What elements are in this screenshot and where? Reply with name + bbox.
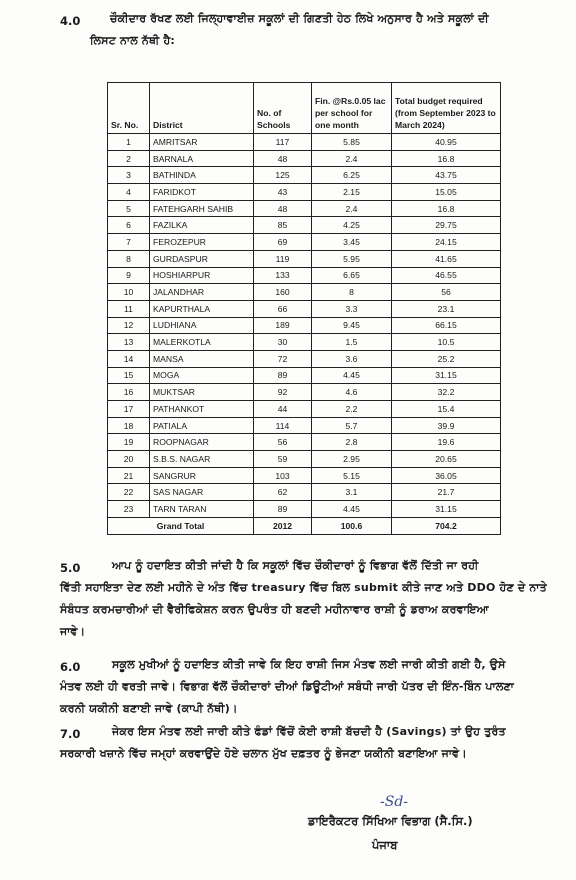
table-row [108,284,501,301]
table-row [108,501,501,518]
cell-fin: 6.65 [312,267,392,284]
cell-total-budget: 40.95 [392,134,501,151]
cell-fin: 4.6 [312,384,392,401]
cell-district: FEROZEPUR [150,234,254,251]
cell-district: KAPURTHALA [150,300,254,317]
cell-fin: 5.95 [312,250,392,267]
cell-total-budget: 41.65 [392,250,501,267]
cell-no-of-schools: 48 [254,200,312,217]
header-district: District [150,83,254,134]
cell-district: PATHANKOT [150,401,254,418]
cell-no-of-schools: 44 [254,401,312,418]
signature-title: ਡਾਇਰੈਕਟਰ ਸਿੱਖਿਆ ਵਿਭਾਗ (ਸੈ.ਸਿ.) [308,814,473,828]
cell-total-budget: 16.8 [392,150,501,167]
cell-no-of-schools: 89 [254,501,312,518]
cell-sr-no: 17 [108,401,150,418]
cell-no-of-schools: 189 [254,317,312,334]
cell-no-of-schools: 103 [254,467,312,484]
cell-district: LUDHIANA [150,317,254,334]
table-row [108,300,501,317]
section-7-text [60,721,550,765]
cell-fin: 2.8 [312,434,392,451]
cell-sr-no: 4 [108,184,150,201]
cell-total-budget: 46.55 [392,267,501,284]
cell-total-budget: 43.75 [392,167,501,184]
section-5-text [60,555,550,643]
section-6-line-1: ਸਕੂਲ ਮੁਖੀਆਂ ਨੂੰ ਹਦਾਇਤ ਕੀਤੀ ਜਾਵੇ ਕਿ ਇਹ ਰਾਸ਼ੀ ਜਿਸ ਮੰਤਵ ਲਈ ਜਾਰੀ ਕੀਤੀ ਗਈ ਹੈ, ਉਸੇ [112,658,506,671]
table-header-row [108,83,501,134]
section-5-line-3: ਸੰਬੰਧਤ ਕਰਮਚਾਰੀਆਂ ਦੀ ਵੈਰੀਫਿਕੇਸ਼ਨ ਕਰਨ ਉਪਰੰਤ ਹੀ ਬਣਦੀ ਮਹੀਨਾਵਾਰ ਰਾਸ਼ੀ ਨੂੰ ਡਰਾਅ ਕਰਵਾਇਆ [60,603,489,616]
cell-sr-no: 21 [108,467,150,484]
cell-total-budget: 36.05 [392,467,501,484]
cell-district: MALERKOTLA [150,334,254,351]
cell-no-of-schools: 89 [254,367,312,384]
section-4-text [90,8,550,52]
table-row [108,467,501,484]
cell-fin: 9.45 [312,317,392,334]
cell-sr-no: 15 [108,367,150,384]
table-row [108,317,501,334]
cell-district: FATEHGARH SAHIB [150,200,254,217]
cell-no-of-schools: 72 [254,350,312,367]
table-row [108,134,501,151]
section-7-number: 7.0 [60,727,81,741]
cell-sr-no: 2 [108,150,150,167]
cell-no-of-schools: 30 [254,334,312,351]
cell-fin: 4.45 [312,501,392,518]
table-body [108,134,501,518]
grand-total-budget: 704.2 [392,517,501,534]
cell-sr-no: 10 [108,284,150,301]
cell-no-of-schools: 85 [254,217,312,234]
cell-fin: 1.5 [312,334,392,351]
cell-sr-no: 12 [108,317,150,334]
signature-mark: -Sd- [380,794,409,810]
cell-fin: 3.3 [312,300,392,317]
cell-total-budget: 16.8 [392,200,501,217]
cell-fin: 2.2 [312,401,392,418]
cell-fin: 6.25 [312,167,392,184]
cell-sr-no: 6 [108,217,150,234]
header-fin-per-month: Fin. @Rs.0.05 lac per school for one month [312,83,392,134]
cell-no-of-schools: 56 [254,434,312,451]
cell-district: SANGRUR [150,467,254,484]
cell-fin: 3.1 [312,484,392,501]
table-row [108,384,501,401]
section-4-line-2: ਲਿਸਟ ਨਾਲ ਨੱਥੀ ਹੈ: [90,34,176,47]
cell-sr-no: 23 [108,501,150,518]
cell-sr-no: 13 [108,334,150,351]
table-row [108,334,501,351]
cell-no-of-schools: 133 [254,267,312,284]
cell-district: PATIALA [150,417,254,434]
header-no-of-schools: No. of Schools [254,83,312,134]
cell-total-budget: 15.4 [392,401,501,418]
cell-sr-no: 8 [108,250,150,267]
cell-no-of-schools: 92 [254,384,312,401]
cell-total-budget: 21.7 [392,484,501,501]
table-row [108,234,501,251]
cell-total-budget: 15.05 [392,184,501,201]
cell-sr-no: 14 [108,350,150,367]
cell-no-of-schools: 125 [254,167,312,184]
cell-no-of-schools: 117 [254,134,312,151]
cell-sr-no: 22 [108,484,150,501]
cell-fin: 4.45 [312,367,392,384]
school-budget-table [107,82,501,535]
cell-no-of-schools: 48 [254,150,312,167]
cell-district: AMRITSAR [150,134,254,151]
table-row [108,150,501,167]
cell-district: MOGA [150,367,254,384]
cell-sr-no: 1 [108,134,150,151]
cell-district: FARIDKOT [150,184,254,201]
cell-fin: 8 [312,284,392,301]
cell-fin: 3.6 [312,350,392,367]
cell-fin: 2.4 [312,200,392,217]
cell-total-budget: 39.9 [392,417,501,434]
cell-sr-no: 7 [108,234,150,251]
cell-district: BARNALA [150,150,254,167]
table-row [108,434,501,451]
cell-sr-no: 20 [108,451,150,468]
table-row [108,217,501,234]
table-row [108,350,501,367]
cell-sr-no: 16 [108,384,150,401]
table-row [108,417,501,434]
cell-fin: 5.7 [312,417,392,434]
cell-no-of-schools: 66 [254,300,312,317]
cell-total-budget: 19.6 [392,434,501,451]
cell-district: JALANDHAR [150,284,254,301]
cell-total-budget: 10.5 [392,334,501,351]
table-row [108,184,501,201]
section-6-number: 6.0 [60,660,81,674]
table-row [108,484,501,501]
cell-district: HOSHIARPUR [150,267,254,284]
cell-no-of-schools: 59 [254,451,312,468]
cell-no-of-schools: 160 [254,284,312,301]
cell-total-budget: 20.65 [392,451,501,468]
cell-fin: 3.45 [312,234,392,251]
cell-district: ROOPNAGAR [150,434,254,451]
grand-total-schools: 2012 [254,517,312,534]
grand-total-fin: 100.6 [312,517,392,534]
header-total-budget: Total budget required (from September 2023 to March 2024) [392,83,501,134]
cell-sr-no: 3 [108,167,150,184]
table-row [108,267,501,284]
signature-place: ਪੰਜਾਬ [372,838,398,852]
table-row [108,367,501,384]
section-7-line-1: ਜੇਕਰ ਇਸ ਮੰਤਵ ਲਈ ਜਾਰੀ ਕੀਤੇ ਫੰਡਾਂ ਵਿੱਚੋਂ ਕੋਈ ਰਾਸ਼ੀ ਬੱਚਦੀ ਹੈ (Savings) ਤਾਂ ਉਹ ਤੁਰੰਤ [112,725,506,738]
cell-total-budget: 31.15 [392,367,501,384]
cell-fin: 5.15 [312,467,392,484]
cell-fin: 5.85 [312,134,392,151]
grand-total-label: Grand Total [108,517,254,534]
cell-total-budget: 66.15 [392,317,501,334]
section-7-line-2: ਸਰਕਾਰੀ ਖਜ਼ਾਨੇ ਵਿੱਚ ਜਮ੍ਹਾਂ ਕਰਵਾਉਂਦੇ ਹੋਏ ਚਲਾਨ ਮੁੱਖ ਦਫ਼ਤਰ ਨੂੰ ਭੇਜਣਾ ਯਕੀਨੀ ਬਣਾਇਆ ਜਾਵੇ। [60,747,467,760]
section-6-text [60,654,550,720]
cell-total-budget: 25.2 [392,350,501,367]
header-sr-no: Sr. No. [108,83,150,134]
cell-total-budget: 56 [392,284,501,301]
section-5-line-2: ਵਿੱਤੀ ਸਹਾਇਤਾ ਦੇਣ ਲਈ ਮਹੀਨੇ ਦੇ ਅੰਤ ਵਿੱਚ treasury ਵਿੱਚ ਬਿਲ submit ਕੀਤੇ ਜਾਣ ਅਤੇ DDO ਹੋਣ ਦੇ ਨਾਤੇ [60,581,547,594]
cell-district: TARN TARAN [150,501,254,518]
cell-district: SAS NAGAR [150,484,254,501]
cell-district: MUKTSAR [150,384,254,401]
cell-total-budget: 29.75 [392,217,501,234]
cell-no-of-schools: 69 [254,234,312,251]
section-5-line-4: ਜਾਵੇ। [60,625,86,638]
cell-district: GURDASPUR [150,250,254,267]
section-6-line-2: ਮੰਤਵ ਲਈ ਹੀ ਵਰਤੀ ਜਾਵੇ। ਵਿਭਾਗ ਵੱਲੋਂ ਚੌਕੀਦਾਰਾਂ ਦੀਆਂ ਡਿਊਟੀਆਂ ਸਬੰਧੀ ਜਾਰੀ ਪੱਤਰ ਦੀ ਇੰਨ-ਬਿੰਨ ਪਾਲਣਾ [60,680,514,693]
cell-sr-no: 11 [108,300,150,317]
cell-sr-no: 9 [108,267,150,284]
cell-total-budget: 23.1 [392,300,501,317]
cell-district: FAZILKA [150,217,254,234]
cell-sr-no: 18 [108,417,150,434]
section-5-line-1: ਆਪ ਨੂੰ ਹਦਾਇਤ ਕੀਤੀ ਜਾਂਦੀ ਹੈ ਕਿ ਸਕੂਲਾਂ ਵਿੱਚ ਚੌਕੀਦਾਰਾਂ ਨੂੰ ਵਿਭਾਗ ਵੱਲੋਂ ਦਿੱਤੀ ਜਾ ਰਹੀ [112,559,479,572]
section-6-line-3: ਕਰਨੀ ਯਕੀਨੀ ਬਣਾਈ ਜਾਵੇ (ਕਾਪੀ ਨੱਥੀ)। [60,702,238,715]
section-5-number: 5.0 [60,561,81,575]
cell-total-budget: 31.15 [392,501,501,518]
table-row [108,451,501,468]
cell-fin: 2.15 [312,184,392,201]
section-4-number: 4.0 [60,14,81,28]
table-row [108,250,501,267]
cell-no-of-schools: 62 [254,484,312,501]
cell-no-of-schools: 119 [254,250,312,267]
cell-district: S.B.S. NAGAR [150,451,254,468]
cell-district: BATHINDA [150,167,254,184]
cell-fin: 2.95 [312,451,392,468]
cell-district: MANSA [150,350,254,367]
grand-total-row [108,517,501,534]
cell-sr-no: 5 [108,200,150,217]
cell-no-of-schools: 43 [254,184,312,201]
cell-fin: 4.25 [312,217,392,234]
table-row [108,200,501,217]
cell-sr-no: 19 [108,434,150,451]
section-4-line-1: ਚੌਕੀਦਾਰ ਰੱਖਣ ਲਈ ਜਿਲ੍ਹਾਵਾਈਜ਼ ਸਕੂਲਾਂ ਦੀ ਗਿਣਤੀ ਹੇਠ ਲਿਖੇ ਅਨੁਸਾਰ ਹੈ ਅਤੇ ਸਕੂਲਾਂ ਦੀ [110,12,489,25]
cell-no-of-schools: 114 [254,417,312,434]
cell-total-budget: 32.2 [392,384,501,401]
table-row [108,401,501,418]
cell-fin: 2.4 [312,150,392,167]
table-row [108,167,501,184]
cell-total-budget: 24.15 [392,234,501,251]
